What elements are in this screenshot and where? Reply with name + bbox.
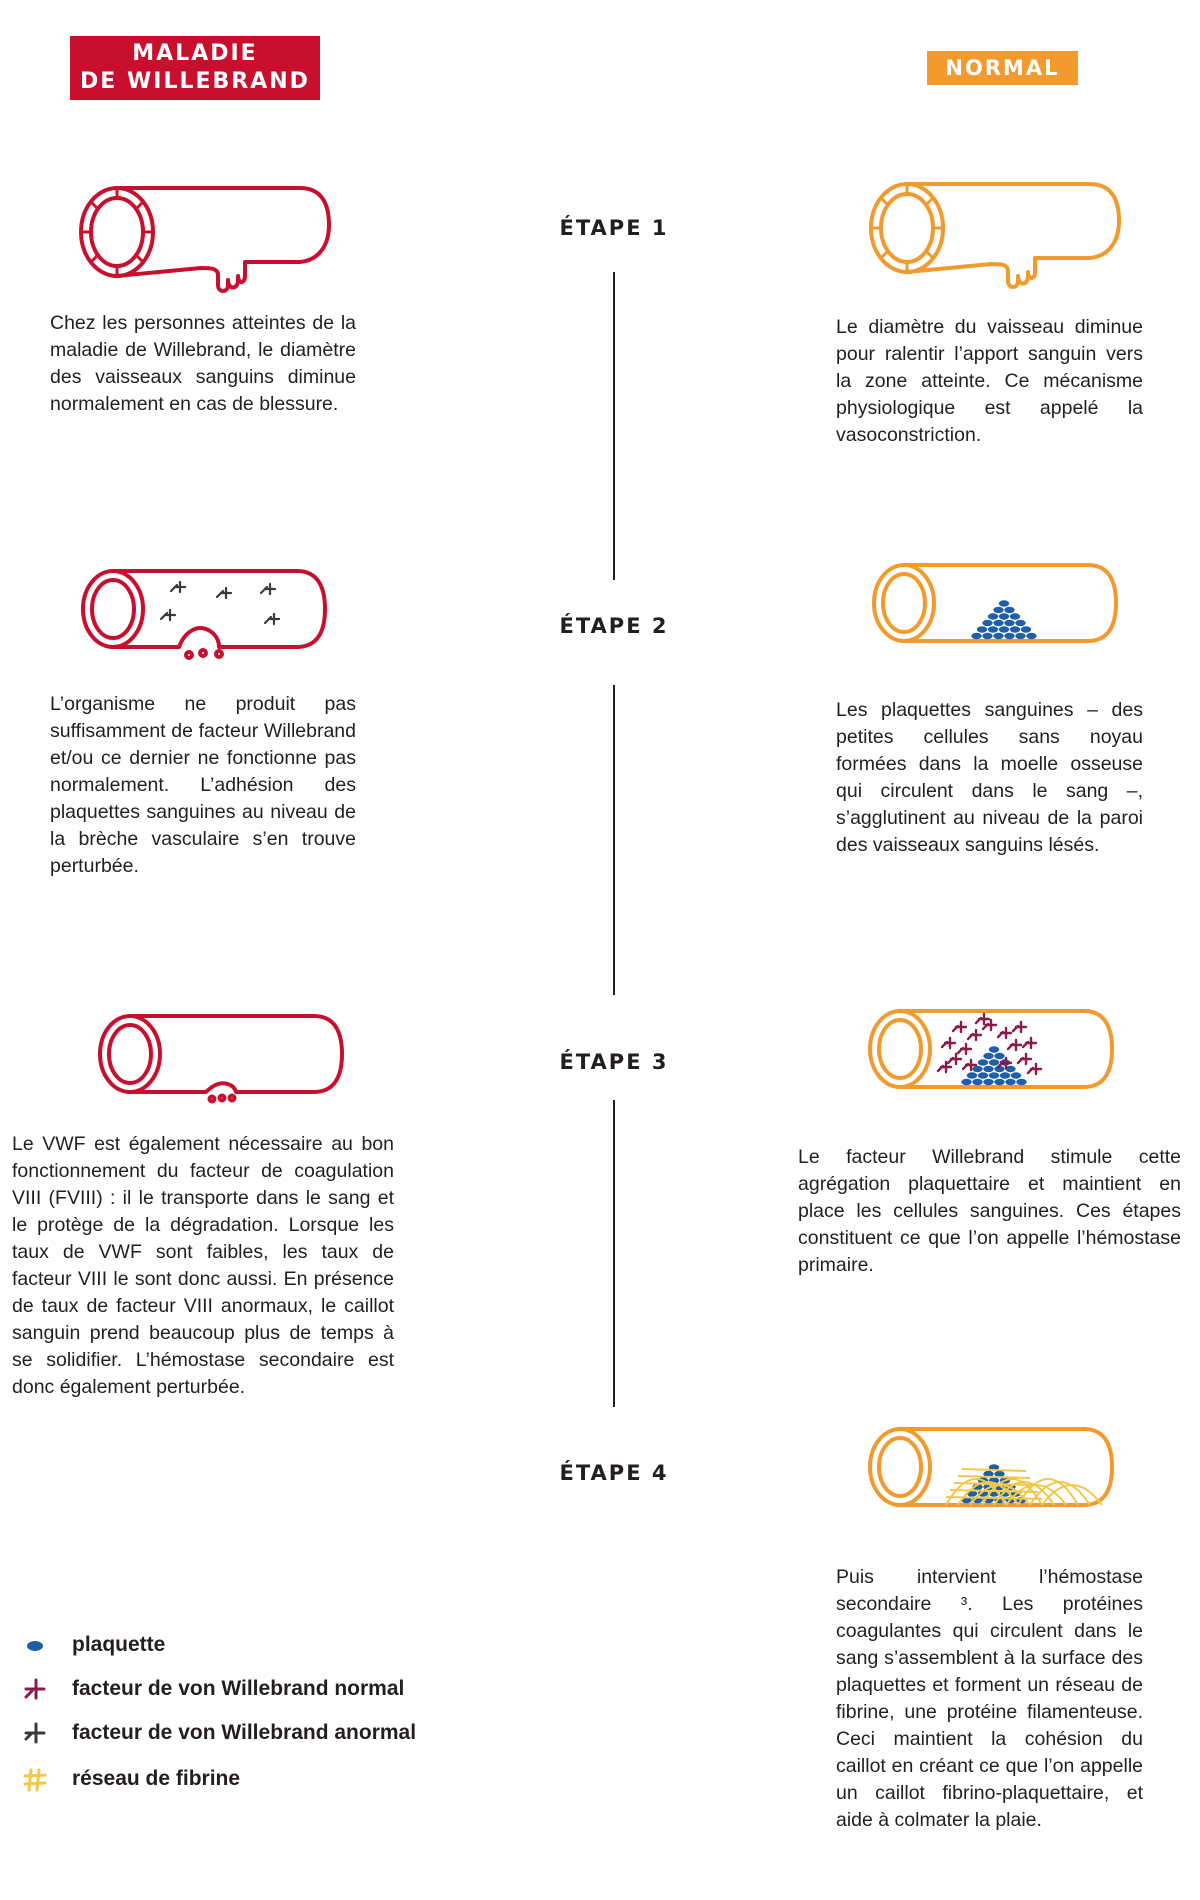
normal-vessel-constricted-icon bbox=[865, 176, 1125, 296]
platelet-mark bbox=[989, 1046, 999, 1052]
platelet-mark bbox=[994, 1053, 1004, 1059]
platelet-mark bbox=[972, 1066, 982, 1072]
platelet-mark bbox=[993, 633, 1003, 639]
platelet-mark bbox=[1026, 633, 1036, 639]
platelet-mark bbox=[1004, 607, 1014, 613]
disease-badge bbox=[70, 36, 320, 100]
platelet-mark bbox=[1016, 1079, 1026, 1085]
platelet-mark bbox=[967, 1072, 977, 1078]
platelet-mark bbox=[983, 1066, 993, 1072]
platelet-mark bbox=[961, 1079, 971, 1085]
platelet-mark bbox=[993, 607, 1003, 613]
platelet-mark bbox=[977, 626, 987, 632]
legend-label-vwf-abnormal: facteur de von Willebrand anormal bbox=[72, 1721, 417, 1744]
platelet-mark bbox=[999, 613, 1009, 619]
vwf-normal-icon bbox=[22, 1677, 48, 1703]
step-4-normal-text: Puis intervient l’hémostase secondaire ³. Les protéines coagulantes qui circulent dans le sang s’assemblent à la surface des plaquettes et forment un réseau de fibrine, une protéine filamenteuse. Ceci maintient la cohésion du caillot en créant ce que l’on appelle un caillot fibrino-plaquettaire, et aide à colmater la plaie. bbox=[836, 1566, 1143, 1831]
platelet-mark bbox=[983, 1053, 993, 1059]
fibrin-strand bbox=[962, 1469, 1026, 1471]
vwf-mark bbox=[1013, 1022, 1026, 1032]
step-1-normal-text: Le diamètre du vaisseau diminue pour ralentir l’apport sanguin vers la zone atteinte. Ce mécanisme physiologique est appelé la vasoconstriction. bbox=[836, 316, 1143, 446]
divider-line-1 bbox=[613, 272, 615, 580]
platelet-mark bbox=[1004, 633, 1014, 639]
divider-line-2 bbox=[613, 685, 615, 995]
disease-vessel-small-breach-icon bbox=[96, 1010, 348, 1106]
platelet-mark bbox=[1004, 620, 1014, 626]
fibrin-strand bbox=[958, 1476, 1030, 1478]
platelet-icon bbox=[22, 1633, 48, 1659]
step-1-label: ÉTAPE 1 bbox=[559, 216, 669, 240]
disease-badge-line2: DE WILLEBRAND bbox=[80, 69, 310, 94]
platelet-mark bbox=[1000, 1072, 1010, 1078]
platelet-mark bbox=[982, 633, 992, 639]
fibrin-strand bbox=[950, 1490, 1038, 1492]
platelet-mark bbox=[1015, 620, 1025, 626]
disease-vessel-constricted-icon bbox=[75, 180, 335, 300]
platelet-mark bbox=[999, 626, 1009, 632]
platelet-mark bbox=[988, 626, 998, 632]
vwf-mark bbox=[1023, 1038, 1036, 1048]
vwf-mark bbox=[976, 1014, 989, 1024]
platelet-mark bbox=[999, 600, 1009, 606]
legend-label-platelet: plaquette bbox=[72, 1633, 166, 1656]
platelet-mark bbox=[989, 1059, 999, 1065]
platelet-mark bbox=[972, 1079, 982, 1085]
step-2-normal-text: Les plaquettes sanguines – des petites cellules sans noyau formées dans la moelle osseuse qui circulent dans le sang –, s’agglutinent au niveau de la paroi des vaisseaux sanguins lésés. bbox=[836, 699, 1143, 856]
vwf-mark bbox=[998, 1028, 1011, 1038]
step-1-disease-text: Chez les personnes atteintes de la maladie de Willebrand, le diamètre des vaisseaux sanguins diminue normalement en cas de blessure. bbox=[50, 312, 356, 415]
vwf-mark bbox=[958, 1044, 971, 1054]
step-2-label: ÉTAPE 2 bbox=[559, 614, 669, 638]
normal-vessel-fibrin-clot-icon bbox=[866, 1423, 1118, 1519]
platelet-mark bbox=[989, 1072, 999, 1078]
platelet-mark bbox=[971, 633, 981, 639]
fibrin-strand bbox=[946, 1497, 1042, 1499]
step-2-disease-text: L’organisme ne produit pas suffisamment de facteur Willebrand et/ou ce dernier ne fonctionne pas normalement. L’adhésion des plaquettes sanguines au niveau de la brèche vasculaire s’en trouve perturbée. bbox=[50, 693, 356, 877]
platelet-mark bbox=[988, 613, 998, 619]
step-4-label: ÉTAPE 4 bbox=[559, 1461, 669, 1485]
platelet-mark bbox=[978, 1072, 988, 1078]
platelet-mark bbox=[1015, 633, 1025, 639]
platelet-mark bbox=[1005, 1079, 1015, 1085]
platelet-mark bbox=[1010, 626, 1020, 632]
platelet-mark bbox=[1010, 613, 1020, 619]
vwf-mark bbox=[1008, 1040, 1021, 1050]
vwf-mark bbox=[1028, 1064, 1041, 1074]
normal-badge: NORMAL bbox=[927, 51, 1078, 85]
platelet-mark bbox=[1011, 1072, 1021, 1078]
platelet-mark bbox=[982, 620, 992, 626]
vwf-mark bbox=[942, 1038, 955, 1048]
platelet-mark bbox=[978, 1059, 988, 1065]
step-3-disease-text: Le VWF est également nécessaire au bon fonctionnement du facteur de coagulation VIII (FVIII) : il le transporte dans le sang et le protège de la dégradation. Lorsque les taux de VWF sont faibles, les taux de facteur VIII le sont donc aussi. En présence de taux de facteur VIII anormaux, le caillot sanguin prend beaucoup plus de temps à se solidifier. L’hémostase secondaire est donc également perturbée. bbox=[12, 1133, 394, 1398]
fibrin-icon bbox=[22, 1767, 48, 1793]
divider-line-3 bbox=[613, 1100, 615, 1407]
disease-vessel-damaged-icon bbox=[79, 565, 331, 661]
vwf-mark bbox=[968, 1030, 981, 1040]
vwf-mark bbox=[953, 1022, 966, 1032]
platelet-mark bbox=[1021, 626, 1031, 632]
normal-vessel-platelet-plug-icon bbox=[870, 559, 1122, 655]
vwf-mark bbox=[1018, 1054, 1031, 1064]
platelet-mark bbox=[994, 1079, 1004, 1085]
legend-label-fibrin: réseau de fibrine bbox=[72, 1767, 241, 1790]
disease-badge-line1: MALADIE bbox=[132, 41, 258, 66]
legend-label-vwf-normal: facteur de von Willebrand normal bbox=[72, 1677, 405, 1700]
vwf-mark bbox=[948, 1054, 961, 1064]
vwf-abnormal-icon bbox=[22, 1721, 48, 1747]
step-3-label: ÉTAPE 3 bbox=[559, 1050, 669, 1074]
fibrin-strand bbox=[954, 1483, 1034, 1485]
platelet-mark bbox=[993, 620, 1003, 626]
step-3-normal-text: Le facteur Willebrand stimule cette agrégation plaquettaire et maintient en place les cellules sanguines. Ces étapes constituent ce que l’on appelle l’hémostase primaire. bbox=[798, 1146, 1181, 1276]
platelet-mark bbox=[983, 1079, 993, 1085]
normal-vessel-vwf-aggregation-icon bbox=[866, 1005, 1118, 1101]
